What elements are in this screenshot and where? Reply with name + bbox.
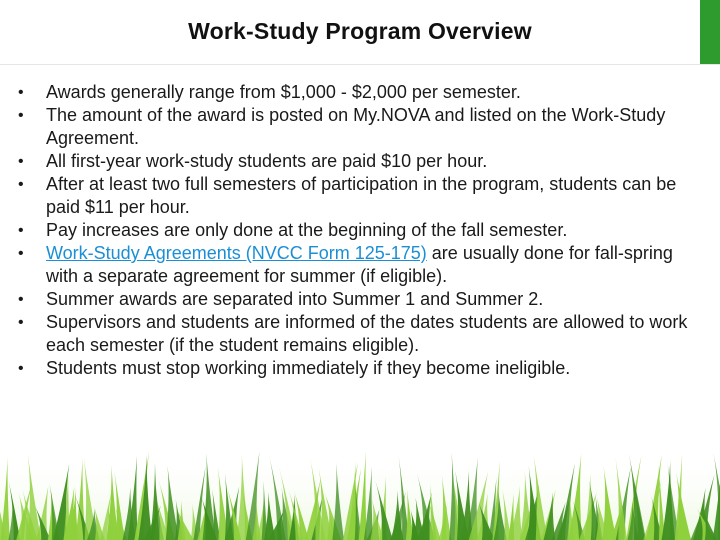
bullet-item: [16, 81, 706, 104]
slide-title: Work-Study Program Overview: [188, 18, 532, 44]
title-bar: [0, 0, 720, 65]
bullet-dot-icon: •: [18, 84, 24, 101]
bullet-text: Students must stop working immediately if they become ineligible.: [46, 358, 571, 378]
bullet-dot-icon: •: [18, 107, 24, 124]
bullet-dot-icon: •: [18, 153, 24, 170]
bullet-dot-icon: •: [18, 245, 24, 262]
work-study-agreements-link[interactable]: Work-Study Agreements (NVCC Form 125-175): [46, 243, 427, 263]
grass-decoration-icon: [0, 450, 720, 540]
bullet-text: Pay increases are only done at the beginning of the fall semester.: [46, 220, 568, 240]
bullet-item: [16, 288, 706, 311]
bullet-dot-icon: •: [18, 360, 24, 377]
bullet-list: [16, 81, 706, 380]
bullet-text: Awards generally range from $1,000 - $2,000 per semester.: [46, 82, 521, 102]
bullet-dot-icon: •: [18, 176, 24, 193]
bullet-dot-icon: •: [18, 291, 24, 308]
bullet-text: are usually done for fall-spring with a separate agreement for summer (if eligible).: [46, 243, 673, 286]
bullet-item: [16, 104, 706, 150]
bullet-text: Supervisors and students are informed of the dates students are allowed to work each semester (if the student remains eligible).: [46, 312, 688, 355]
bullet-item: [16, 242, 706, 288]
bullet-item: [16, 219, 706, 242]
bullet-item: [16, 357, 706, 380]
bullet-item: [16, 311, 706, 357]
bullet-item: [16, 173, 706, 219]
title-accent-bar: [700, 0, 720, 64]
bullet-dot-icon: •: [18, 222, 24, 239]
bullet-text: All first-year work-study students are paid $10 per hour.: [46, 151, 488, 171]
bullet-text: The amount of the award is posted on My.NOVA and listed on the Work-Study Agreement.: [46, 105, 666, 148]
bullet-dot-icon: •: [18, 314, 24, 331]
bullet-text: Summer awards are separated into Summer 1 and Summer 2.: [46, 289, 544, 309]
bullet-text: After at least two full semesters of participation in the program, students can be paid $11 per hour.: [46, 174, 677, 217]
bullet-item: [16, 150, 706, 173]
